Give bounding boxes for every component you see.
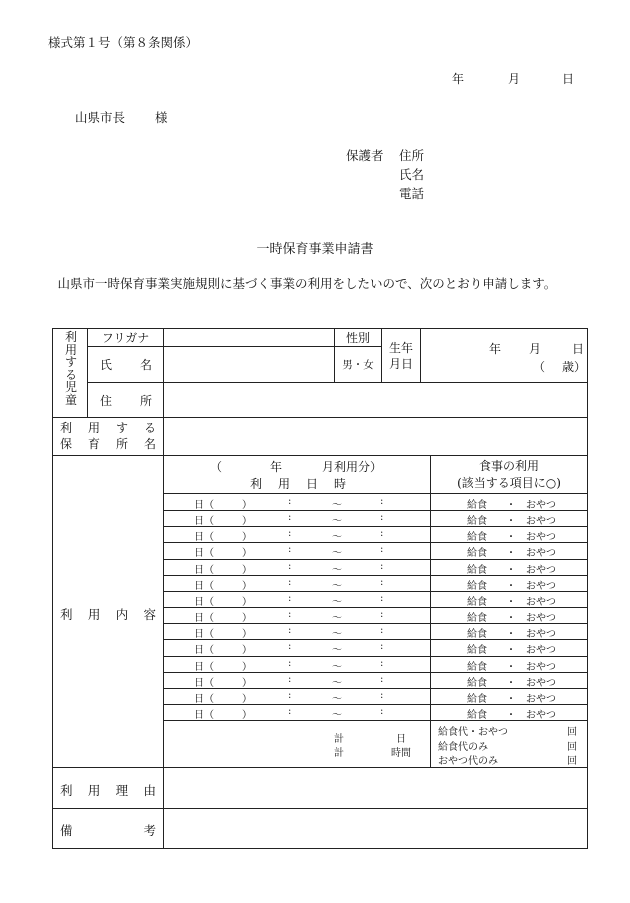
- usage-day-label: 日（: [194, 677, 214, 689]
- meal-lunch-option[interactable]: 給食: [467, 645, 487, 657]
- usage-start-colon: :: [288, 657, 292, 669]
- usage-day-close: ）: [242, 661, 252, 673]
- facility-label-char: 用: [87, 421, 100, 435]
- remarks-input[interactable]: [164, 809, 587, 848]
- meal-lunch-option[interactable]: 給食: [467, 629, 487, 641]
- usage-day-label: 日（: [194, 645, 214, 657]
- usage-row[interactable]: [164, 623, 587, 639]
- age-open-paren: （: [533, 360, 546, 374]
- meal-separator: ・: [506, 645, 516, 657]
- facility-label-char: 育: [87, 437, 100, 451]
- reason-label-char: 用: [87, 783, 101, 798]
- date-year-label: 年: [452, 72, 465, 86]
- meal-lunch-option[interactable]: 給食: [467, 613, 487, 625]
- reason-label-char: 理: [115, 783, 129, 798]
- usage-start-colon: :: [288, 544, 292, 556]
- usage-day-label: 日（: [194, 693, 214, 705]
- usage-end-colon: :: [380, 673, 384, 685]
- total-hours-label: 計: [334, 748, 344, 759]
- usage-start-colon: :: [288, 625, 292, 637]
- remarks-label: [60, 821, 156, 839]
- birthdate-label: 生年 月日: [388, 340, 413, 371]
- total-days-label: 計: [334, 734, 344, 745]
- child-section-char: 童: [64, 392, 77, 407]
- usage-day-label: 日（: [194, 613, 214, 625]
- document-title: 一時保育事業申請書: [256, 242, 374, 257]
- meal-snack-option[interactable]: おやつ: [526, 596, 556, 608]
- child-section-char: 用: [64, 342, 77, 357]
- remarks-label-char: 備: [60, 823, 73, 838]
- meal-separator: ・: [506, 677, 516, 689]
- usage-tilde: 〜: [332, 516, 342, 528]
- usage-row[interactable]: [164, 510, 587, 526]
- total-hours-unit: 時間: [391, 748, 411, 759]
- usage-end-colon: :: [380, 592, 384, 604]
- meal-snack-option[interactable]: おやつ: [526, 661, 556, 673]
- usage-end-colon: :: [380, 528, 384, 540]
- usage-end-colon: :: [380, 689, 384, 701]
- reason-label-char: 利: [60, 783, 73, 798]
- furigana-input[interactable]: [164, 329, 334, 346]
- usage-label-char: 内: [115, 607, 129, 622]
- usage-end-colon: :: [380, 641, 384, 653]
- usage-end-colon: :: [380, 576, 384, 588]
- furigana-label: フリガナ: [101, 331, 150, 345]
- usage-reason-input[interactable]: [164, 768, 587, 808]
- usage-tilde: 〜: [332, 629, 342, 641]
- usage-day-label: 日（: [194, 564, 214, 576]
- age-label: 歳）: [562, 360, 587, 374]
- gender-options[interactable]: 男・女: [342, 359, 374, 371]
- meal-snack-option[interactable]: おやつ: [526, 645, 556, 657]
- birth-month-label: 月: [529, 342, 542, 356]
- gender-label: 性別: [345, 331, 370, 345]
- usage-row[interactable]: [164, 607, 587, 623]
- usage-datetime-header: （ 年 月利用分） 利 用 日 時: [210, 460, 383, 491]
- application-statement: 山県市一時保育事業実施規則に基づく事業の利用をしたいので、次のとおり申請します。: [57, 276, 557, 291]
- usage-end-colon: :: [380, 705, 384, 717]
- usage-reason-label: [60, 781, 156, 799]
- child-name-input[interactable]: [164, 347, 334, 382]
- fee-item-unit: 回: [567, 756, 577, 767]
- usage-label-char: 容: [143, 607, 156, 622]
- meal-snack-option[interactable]: おやつ: [526, 613, 556, 625]
- usage-row[interactable]: [164, 672, 587, 688]
- meal-snack-option[interactable]: おやつ: [526, 677, 556, 689]
- usage-tilde: 〜: [332, 548, 342, 560]
- meal-snack-option[interactable]: おやつ: [526, 580, 556, 592]
- birth-day-label: 日: [572, 342, 585, 356]
- usage-day-label: 日（: [194, 596, 214, 608]
- usage-day-close: ）: [242, 677, 252, 689]
- child-section-char: 利: [64, 330, 77, 344]
- meal-separator: ・: [506, 629, 516, 641]
- usage-tilde: 〜: [332, 532, 342, 544]
- usage-row[interactable]: [164, 639, 587, 655]
- usage-header-char: 時: [333, 477, 346, 491]
- usage-tilde: 〜: [332, 645, 342, 657]
- usage-tilde: 〜: [332, 500, 342, 511]
- usage-start-colon: :: [288, 560, 292, 572]
- child-section-label: [57, 331, 85, 415]
- meal-lunch-option[interactable]: 給食: [467, 532, 487, 544]
- meal-separator: ・: [506, 564, 516, 576]
- facility-label: [60, 420, 156, 452]
- usage-header-char: 日: [305, 477, 318, 491]
- usage-start-colon: :: [288, 705, 292, 717]
- facility-label-char: す: [115, 421, 128, 435]
- usage-tilde: 〜: [332, 661, 342, 673]
- usage-start-colon: :: [288, 528, 292, 540]
- meal-usage-header: 食事の利用 (該当する項目に○): [457, 459, 561, 490]
- usage-row[interactable]: [164, 494, 587, 510]
- child-address-label: 住 所: [100, 393, 152, 408]
- facility-label-char: 名: [143, 437, 156, 451]
- usage-day-label: 日（: [194, 580, 214, 592]
- usage-day-label: 日（: [194, 516, 214, 528]
- meal-lunch-option[interactable]: 給食: [467, 548, 487, 560]
- usage-start-colon: :: [288, 576, 292, 588]
- usage-tilde: 〜: [332, 580, 342, 592]
- usage-row[interactable]: [164, 542, 587, 558]
- usage-end-colon: :: [380, 657, 384, 669]
- meal-lunch-option[interactable]: 給食: [467, 564, 487, 576]
- guardian-phone-label[interactable]: 電話: [399, 186, 425, 201]
- addressee: [75, 108, 168, 126]
- facility-label-char: 保: [60, 437, 73, 451]
- usage-end-colon: :: [380, 496, 384, 507]
- fee-item-unit: 回: [567, 741, 577, 753]
- birthdate-input[interactable]: [421, 329, 587, 382]
- date-day-label: 日: [562, 72, 575, 86]
- meal-lunch-option[interactable]: 給食: [467, 580, 487, 592]
- guardian-name-label[interactable]: 氏名: [399, 167, 425, 182]
- facility-label-char: 所: [115, 437, 128, 451]
- meal-lunch-option[interactable]: 給食: [467, 693, 487, 705]
- meal-separator: ・: [506, 516, 516, 528]
- usage-day-label: 日（: [194, 629, 214, 641]
- usage-header-char: 用: [277, 477, 290, 491]
- usage-row[interactable]: [164, 656, 587, 672]
- meal-snack-option[interactable]: おやつ: [526, 709, 556, 721]
- usage-label-char: 利: [60, 607, 73, 622]
- usage-tilde: 〜: [332, 709, 342, 721]
- usage-start-colon: :: [288, 641, 292, 653]
- usage-day-close: ）: [242, 532, 252, 544]
- meal-lunch-option[interactable]: 給食: [467, 596, 487, 608]
- usage-row[interactable]: [164, 526, 587, 542]
- usage-row[interactable]: [164, 575, 587, 591]
- meal-snack-option[interactable]: おやつ: [526, 516, 556, 528]
- child-section-char: る: [64, 367, 77, 382]
- usage-day-close: ）: [242, 596, 252, 608]
- usage-start-colon: :: [288, 512, 292, 524]
- remarks-label-char: 考: [143, 823, 156, 838]
- fee-item-label: 給食代のみ: [438, 741, 488, 753]
- meal-separator: ・: [506, 596, 516, 608]
- meal-lunch-option[interactable]: 給食: [467, 500, 487, 511]
- meal-lunch-option[interactable]: 給食: [467, 661, 487, 673]
- usage-end-colon: :: [380, 512, 384, 524]
- addressee-honorific: 様: [155, 110, 168, 125]
- usage-day-label: 日（: [194, 500, 214, 511]
- usage-day-label: 日（: [194, 548, 214, 560]
- usage-label-char: 用: [87, 607, 101, 622]
- usage-day-close: ）: [242, 548, 252, 560]
- usage-day-close: ）: [242, 500, 252, 511]
- meal-snack-option[interactable]: おやつ: [526, 532, 556, 544]
- form-number: 様式第１号（第８条関係）: [48, 35, 199, 50]
- meal-separator: ・: [506, 580, 516, 592]
- usage-row[interactable]: [164, 688, 587, 704]
- meal-snack-option[interactable]: おやつ: [526, 500, 556, 511]
- usage-day-close: ）: [242, 645, 252, 657]
- usage-day-close: ）: [242, 580, 252, 592]
- usage-tilde: 〜: [332, 693, 342, 705]
- usage-day-label: 日（: [194, 661, 214, 673]
- meal-snack-option[interactable]: おやつ: [526, 629, 556, 641]
- meal-lunch-option[interactable]: 給食: [467, 516, 487, 528]
- usage-content-label: [60, 605, 156, 623]
- meal-separator: ・: [506, 709, 516, 721]
- child-section-char: 児: [64, 380, 77, 394]
- usage-tilde: 〜: [332, 677, 342, 689]
- usage-tilde: 〜: [332, 613, 342, 625]
- usage-day-close: ）: [242, 564, 252, 576]
- meal-separator: ・: [506, 532, 516, 544]
- usage-start-colon: :: [288, 673, 292, 685]
- meal-lunch-option[interactable]: 給食: [467, 677, 487, 689]
- fee-item-label: 給食代・おやつ: [438, 727, 508, 738]
- usage-header-char: 利: [250, 477, 263, 491]
- facility-label-char: 利: [60, 421, 73, 435]
- meal-lunch-option[interactable]: 給食: [467, 709, 487, 721]
- date-month-label: 月: [508, 72, 521, 86]
- usage-day-close: ）: [242, 613, 252, 625]
- meal-snack-option[interactable]: おやつ: [526, 693, 556, 705]
- meal-separator: ・: [506, 661, 516, 673]
- usage-row[interactable]: [164, 559, 587, 575]
- guardian-label: 保護者: [346, 148, 384, 163]
- fee-item-label: おやつ代のみ: [438, 756, 498, 767]
- usage-end-colon: :: [380, 625, 384, 637]
- usage-row[interactable]: [164, 704, 587, 720]
- addressee-name: 山県市長: [75, 110, 126, 125]
- usage-day-close: ）: [242, 693, 252, 705]
- usage-end-colon: :: [380, 560, 384, 572]
- meal-separator: ・: [506, 613, 516, 625]
- meal-snack-option[interactable]: おやつ: [526, 564, 556, 576]
- facility-name-input[interactable]: [164, 418, 587, 455]
- usage-start-colon: :: [288, 609, 292, 621]
- meal-separator: ・: [506, 693, 516, 705]
- usage-day-close: ）: [242, 709, 252, 721]
- usage-day-label: 日（: [194, 709, 214, 721]
- usage-start-colon: :: [288, 496, 292, 507]
- usage-day-close: ）: [242, 629, 252, 641]
- usage-day-close: ）: [242, 516, 252, 528]
- total-days-unit: 日: [396, 734, 406, 745]
- child-name-label: 氏 名: [100, 358, 152, 372]
- usage-day-label: 日（: [194, 532, 214, 544]
- meal-separator: ・: [506, 548, 516, 560]
- birth-year-label: 年: [489, 342, 502, 356]
- reason-label-char: 由: [143, 783, 156, 798]
- usage-tilde: 〜: [332, 564, 342, 576]
- usage-start-colon: :: [288, 592, 292, 604]
- usage-end-colon: :: [380, 544, 384, 556]
- facility-label-char: る: [143, 421, 156, 435]
- usage-tilde: 〜: [332, 596, 342, 608]
- usage-start-colon: :: [288, 689, 292, 701]
- guardian-address-label[interactable]: 住所: [399, 148, 425, 163]
- fee-item-unit: 回: [567, 727, 577, 738]
- meal-snack-option[interactable]: おやつ: [526, 548, 556, 560]
- child-section-char: す: [64, 355, 77, 369]
- meal-separator: ・: [506, 500, 516, 511]
- usage-row[interactable]: [164, 591, 587, 607]
- child-address-input[interactable]: [164, 383, 587, 417]
- usage-end-colon: :: [380, 609, 384, 621]
